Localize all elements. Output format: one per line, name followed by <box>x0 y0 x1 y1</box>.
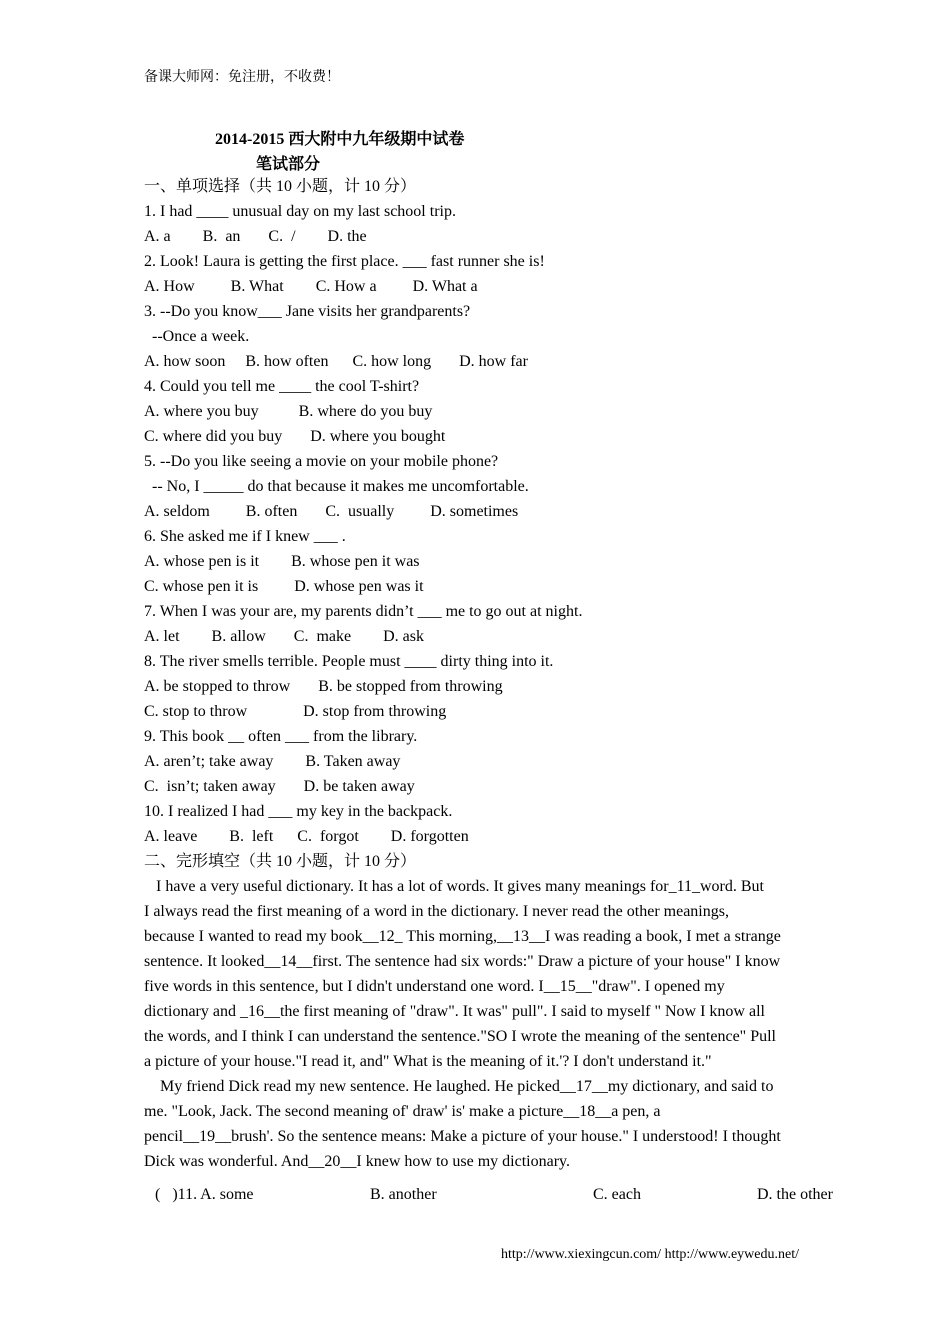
exam-line: A. how soon B. how often C. how long D. how far <box>144 353 528 370</box>
exam-line: A. How B. What C. How a D. What a <box>144 278 478 295</box>
passage-line: me. "Look, Jack. The second meaning of' draw' is' make a picture__18__a pen, a <box>144 1103 661 1120</box>
exam-line: 9. This book __ often ___ from the library. <box>144 728 418 745</box>
exam-line: A. leave B. left C. forgot D. forgotten <box>144 828 469 845</box>
exam-line: 4. Could you tell me ____ the cool T-shirt? <box>144 378 420 395</box>
exam-line: C. where did you buy D. where you bought <box>144 428 446 445</box>
passage-line: sentence. It looked__14__first. The sentence had six words:" Draw a picture of your house" I know <box>144 953 781 970</box>
site-header: 备课大师网：免注册，不收费！ <box>144 70 340 85</box>
cloze-passage-paragraph-1 <box>144 874 814 1074</box>
exam-line: 2. Look! Laura is getting the first place. ___ fast runner she is! <box>144 253 545 270</box>
footer-urls: http://www.xiexingcun.com/ http://www.eywedu.net/ <box>501 1247 799 1262</box>
passage-line: My friend Dick read my new sentence. He laughed. He picked__17__my dictionary, and said to <box>144 1078 774 1095</box>
passage-line: Dick was wonderful. And__20__I knew how to use my dictionary. <box>144 1153 570 1170</box>
exam-line: 二、完形填空（共 10 小题，计 10 分） <box>144 853 417 870</box>
exam-line: A. let B. allow C. make D. ask <box>144 628 424 645</box>
exam-line: 一、单项选择（共 10 小题，计 10 分） <box>144 178 417 195</box>
passage-line: a picture of your house."I read it, and" What is the meaning of it.'? I don't understand it." <box>144 1053 712 1070</box>
exam-body <box>144 174 814 1174</box>
passage-line: five words in this sentence, but I didn't understand one word. I__15__"draw". I opened my <box>144 978 725 995</box>
exam-line: 1. I had ____ unusual day on my last school trip. <box>144 203 456 220</box>
exam-line: C. stop to throw D. stop from throwing <box>144 703 447 720</box>
question-11-option-a: ( )11. A. some <box>155 1186 254 1203</box>
passage-line: dictionary and _16__the first meaning of "draw". It was" pull". I said to myself " Now I know all <box>144 1003 765 1020</box>
question-11-option-d: D. the other <box>757 1186 833 1203</box>
passage-line: because I wanted to read my book__12_ This morning,__13__I was reading a book, I met a strange <box>144 928 781 945</box>
exam-line: A. seldom B. often C. usually D. sometimes <box>144 503 519 520</box>
exam-line: A. whose pen is it B. whose pen it was <box>144 553 420 570</box>
exam-title: 2014-2015 西大附中九年级期中试卷 <box>215 131 465 148</box>
exam-line: A. aren’t; take away B. Taken away <box>144 753 401 770</box>
exam-line: C. isn’t; taken away D. be taken away <box>144 778 415 795</box>
passage-line: I always read the first meaning of a word in the dictionary. I never read the other meanings, <box>144 903 729 920</box>
exam-line: --Once a week. <box>144 328 250 345</box>
exam-line: A. a B. an C. / D. the <box>144 228 367 245</box>
exam-line: C. whose pen it is D. whose pen was it <box>144 578 424 595</box>
exam-line: 10. I realized I had ___ my key in the backpack. <box>144 803 453 820</box>
question-lines <box>144 174 814 874</box>
exam-line: 5. --Do you like seeing a movie on your mobile phone? <box>144 453 499 470</box>
passage-line: pencil__19__brush'. So the sentence means: Make a picture of your house." I understood! I thought <box>144 1128 781 1145</box>
exam-subtitle: 笔试部分 <box>256 156 321 173</box>
exam-line: A. where you buy B. where do you buy <box>144 403 433 420</box>
question-11-option-c: C. each <box>593 1186 641 1203</box>
passage-line: the words, and I think I can understand the sentence."SO I wrote the meaning of the sentence" Pull <box>144 1028 776 1045</box>
cloze-passage-paragraph-2 <box>144 1074 814 1174</box>
question-11-option-b: B. another <box>370 1186 437 1203</box>
exam-line: -- No, I _____ do that because it makes me uncomfortable. <box>144 478 529 495</box>
exam-line: 7. When I was your are, my parents didn’t ___ me to go out at night. <box>144 603 583 620</box>
exam-line: 6. She asked me if I knew ___ . <box>144 528 346 545</box>
exam-line: A. be stopped to throw B. be stopped from throwing <box>144 678 503 695</box>
passage-line: I have a very useful dictionary. It has a lot of words. It gives many meanings for_11_word. But <box>144 878 764 895</box>
exam-line: 3. --Do you know___ Jane visits her grandparents? <box>144 303 471 320</box>
exam-line: 8. The river smells terrible. People must ____ dirty thing into it. <box>144 653 554 670</box>
question-11-options <box>155 1182 855 1207</box>
